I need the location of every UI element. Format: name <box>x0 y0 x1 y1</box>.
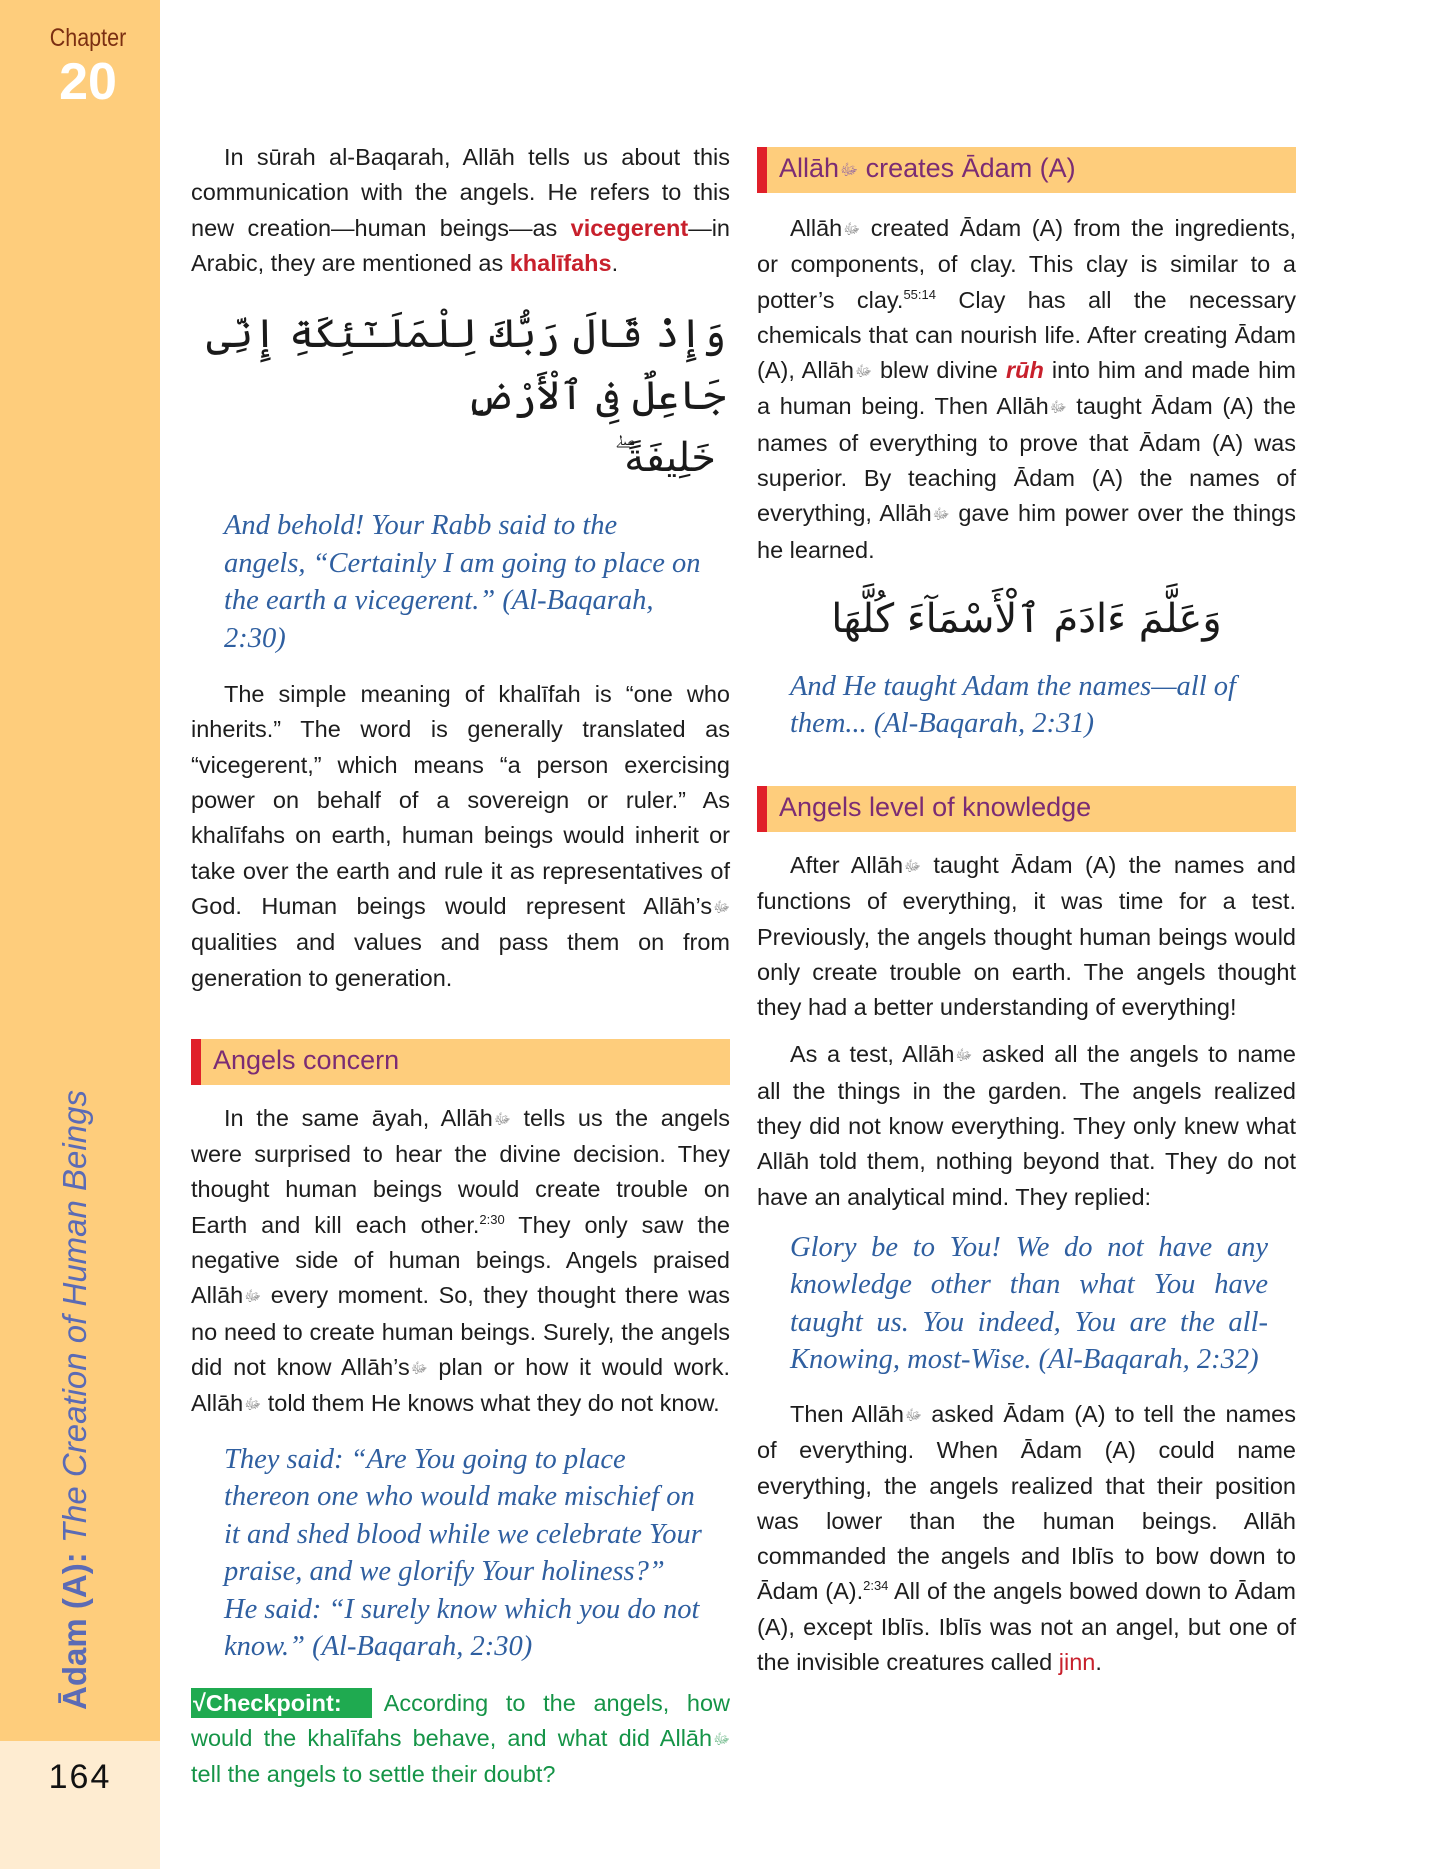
creation-text-1: Allāh <box>790 215 843 241</box>
honorific-icon: ﷻ <box>904 1405 922 1424</box>
honorific-icon: ﷻ <box>854 362 872 381</box>
arabic-verse-2-30 <box>191 303 730 489</box>
honorific-icon: ﷻ <box>932 505 950 524</box>
verse-reference: 2:34 <box>863 1578 889 1594</box>
test-paragraph <box>757 1037 1296 1214</box>
creation-text-4: blew divine <box>871 357 1006 384</box>
honorific-icon: ﷻ <box>1049 398 1067 417</box>
ending-paragraph <box>757 1397 1296 1680</box>
ending-text-4: . <box>1095 1649 1102 1676</box>
chapter-title-bold: Ādam (A): <box>56 1552 93 1710</box>
heading-text-b: creates Ādam (A) <box>858 153 1076 183</box>
keyword-vicegerent: vicegerent <box>570 214 689 241</box>
heading-accent-bar <box>191 1039 201 1085</box>
concern-text-4: every moment. So, they thought there was no need to create human beings. Surely, the angels did not know Allāh’s <box>191 1282 730 1380</box>
creation-paragraph <box>757 211 1296 568</box>
verse-reference: 55:14 <box>903 286 936 302</box>
intro-text-1: In sūrah al-Baqarah, Allāh tells us about this communication with the angels. He refers to this new creation—human beings—as <box>191 144 730 241</box>
honorific-icon: ﷻ <box>410 1358 428 1377</box>
honorific-icon: ﷻ <box>244 1395 262 1414</box>
intro-text-3: . <box>611 249 619 276</box>
honorific-icon: ﷻ <box>955 1046 973 1065</box>
heading-text: Angels concern <box>213 1044 400 1075</box>
chapter-number: 20 <box>59 53 117 111</box>
khalifah-meaning-paragraph <box>191 677 730 996</box>
keyword-jinn: jinn <box>1058 1649 1096 1676</box>
intro-text-2: —in Arabic, they are mentioned as <box>191 214 730 276</box>
verse-reference: 2:30 <box>479 1211 505 1227</box>
creation-text-2: created Ādam (A) from the ingredients, or components, of clay. This clay is similar to a potter’s clay. <box>757 215 1296 313</box>
quote-2-30-vicegerent: And behold! Your Rabb said to the angels, “Certainly I am going to place on the earth a vicegerent.” (Al-Baqarah, 2:30) <box>224 510 701 654</box>
keyword-khalifahs: khalīfahs <box>509 249 612 276</box>
quote-2-32: Glory be to You! We do not have any knowledge other than what You have taught us. You indeed, You are the all-Knowing, most-Wise. (Al-Baqarah, 2:32) <box>790 1231 1268 1376</box>
creation-text-6: taught Ādam (A) the names of everything to prove that Ādam (A) was superior. By teaching Ādam (A) the names of everything, Allāh <box>757 393 1296 527</box>
quote-2-30-mischief: They said: “Are You going to place thereon one who would make mischief on it and shed blood while we celebrate Your praise, and we glorify Your holiness?” He said: “I surely know which you do not know.” (Al-Baqarah, 2:30) <box>224 1443 702 1663</box>
honorific-icon: ﷻ <box>713 1729 730 1748</box>
intro-paragraph <box>191 140 730 281</box>
chapter-label: Chapter <box>49 24 127 52</box>
honorific-icon: ﷻ <box>840 160 859 179</box>
ending-text-2: asked Ādam (A) to tell the names of everything. When Ādam (A) could name everything, the angels realized that their position was lower than the human beings. Allāh commanded the angels and Iblīs to bow down to Ādam (A). <box>757 1400 1296 1605</box>
arabic-verse-line-2: خَلِيفَةً ۖ <box>614 435 716 482</box>
heading-accent-bar <box>757 786 767 832</box>
checkpoint-text-1: According to the angels, how would the khalīfahs behave, and what did Allāh <box>191 1689 730 1751</box>
heading-allah-creates-adam <box>757 147 1296 193</box>
ending-text-1: Then Allāh <box>790 1400 904 1427</box>
honorific-icon: ﷻ <box>843 220 861 238</box>
checkpoint-text-2: tell the angels to settle their doubt? <box>191 1761 556 1788</box>
concern-text-1: In the same āyah, Allāh <box>224 1104 493 1131</box>
chapter-title-italic: The Creation of Human Beings <box>56 1090 93 1553</box>
creation-text-3: Clay has all the necessary chemicals that can nourish life. After creating Ādam (A), Allāh <box>757 286 1296 384</box>
angels-concern-paragraph <box>191 1101 730 1423</box>
heading-angels-concern <box>191 1039 730 1085</box>
honorific-icon: ﷻ <box>493 1109 511 1128</box>
checkpoint-question <box>191 1686 730 1793</box>
heading-angels-knowledge <box>757 786 1296 832</box>
quote-2-31: And He taught Adam the names—all of them... (Al-Baqarah, 2:31) <box>790 670 1236 740</box>
concern-text-5: plan or how it would work. Allāh <box>191 1353 731 1417</box>
concern-text-3: They only saw the negative side of human beings. Angels praised Allāh <box>191 1211 730 1309</box>
keyword-ruh: rūh <box>1005 357 1044 384</box>
meaning-text-2: qualities and values and pass them on from generation to generation. <box>191 929 730 991</box>
concern-text-6: told them He knows what they do not know. <box>261 1390 720 1417</box>
test-text-1: As a test, Allāh <box>790 1041 955 1068</box>
chapter-title-vertical <box>55 1090 95 1710</box>
knowledge-paragraph <box>757 848 1296 1025</box>
ending-text-3: All of the angels bowed down to Ādam (A), except Iblīs. Iblīs was not an angel, but one of the invisible creatures called <box>757 1578 1296 1676</box>
page-number: 164 <box>48 1758 112 1796</box>
heading-text: Angels level of knowledge <box>779 791 1092 822</box>
honorific-icon: ﷻ <box>244 1287 262 1306</box>
creation-text-5: into him and made him a human being. Then Allāh <box>757 357 1296 420</box>
concern-text-2: tells us the angels were surprised to hear the divine decision. They thought human beings would create trouble on Earth and kill each other. <box>191 1104 730 1238</box>
heading-text <box>779 153 1076 184</box>
knowledge-text-2: taught Ādam (A) the names and functions of everything, it was time for a test. Previously, the angels thought human beings would only create trouble on earth. The angels thought they had a better understanding of everything! <box>757 851 1296 1021</box>
right-column <box>757 147 1296 1680</box>
honorific-icon: ﷻ <box>904 856 921 875</box>
creation-text-7: gave him power over the things he learned. <box>757 500 1296 563</box>
arabic-verse-2-31: وَعَلَّمَ ءَادَمَ ٱلْأَسْمَآءَ كُلَّهَا <box>831 595 1222 642</box>
checkpoint-badge: √Checkpoint: <box>191 1688 372 1718</box>
meaning-text-1: The simple meaning of khalīfah is “one who inherits.” The word is generally translated as “vicegerent,” which means “a person exercising power on behalf of a sovereign or ruler.” As khalīfahs on earth, human beings would inherit or take over the earth and rule it as representatives of God. Human beings would represent Allāh’s <box>191 681 730 919</box>
left-column <box>191 140 730 1792</box>
heading-accent-bar <box>757 147 767 193</box>
arabic-verse-line-1: وَإِذْ قَالَ رَبُّكَ لِلْمَلَـٰٓئِكَةِ إِنِّى جَاعِلٌ فِى ٱلْأَرْضِ <box>206 311 726 420</box>
honorific-icon: ﷻ <box>713 897 730 916</box>
test-text-2: asked all the angels to name all the things in the garden. The angels realized they did not know everything. They only knew what Allāh told them, nothing beyond that. They do not have an analytical mind. They replied: <box>757 1041 1296 1210</box>
knowledge-text-1: After Allāh <box>790 851 904 878</box>
heading-text-a: Allāh <box>779 153 840 183</box>
